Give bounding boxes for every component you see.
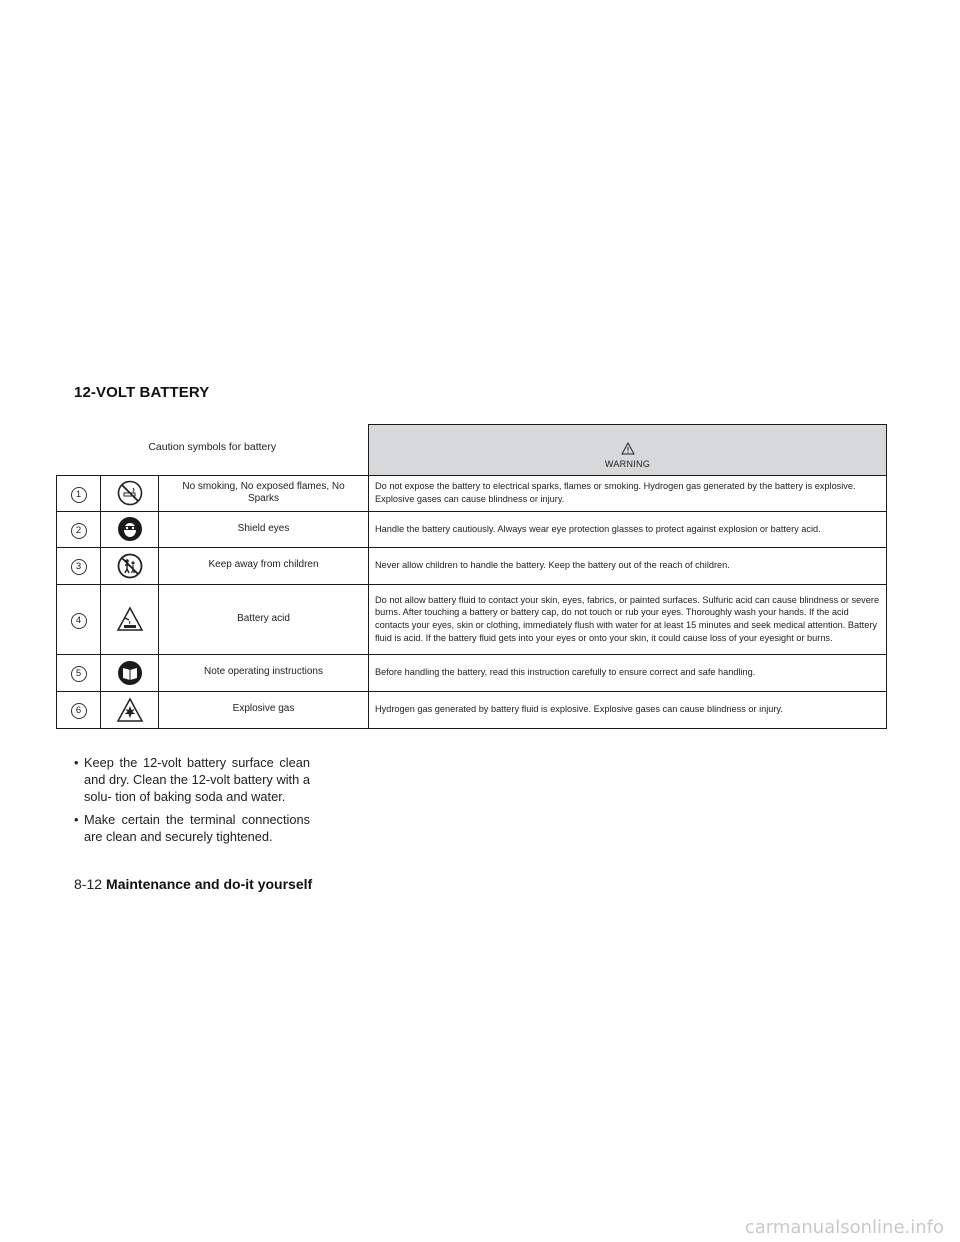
table-header-warning — [369, 425, 887, 476]
row-description: Before handling the battery, read this instruction carefully to ensure correct and safe handling. — [369, 654, 887, 691]
row-description: Do not expose the battery to electrical sparks, flames or smoking. Hydrogen gas generated by the battery is explosive. Explosive gases can cause blindness or injury. — [369, 475, 887, 511]
table-row — [57, 475, 887, 511]
battery-acid-icon — [116, 606, 144, 632]
warning-triangle-icon — [621, 442, 635, 455]
row-number: 4 — [71, 613, 87, 629]
row-description: Never allow children to handle the battery. Keep the battery out of the reach of children. — [369, 547, 887, 584]
list-item: • Keep the 12-volt battery surface clean and dry. Clean the 12-volt battery with a solu- tion of baking soda and water. — [74, 755, 310, 804]
row-description: Do not allow battery fluid to contact your skin, eyes, fabrics, or painted surfaces. Sulfuric acid can cause blindness or severe burns. After touching a battery or battery cap, do not touch or rub your eyes. Thoroughly wash your hands. If the acid contacts your eyes, skin or clothing, immediately flush with water for at least 15 minutes and seek medical attention. Battery fluid is acid. If the battery fluid gets into your eyes or onto your skin, it could cause loss of your eyesight or burns. — [369, 584, 887, 654]
keep-away-children-icon — [117, 553, 143, 579]
table-row — [57, 691, 887, 728]
bullet-text: Make certain the terminal connections are clean and securely tightened. — [84, 812, 310, 844]
page-footer — [74, 876, 312, 892]
row-label: Shield eyes — [159, 511, 369, 547]
table-row — [57, 511, 887, 547]
bullet-text: Keep the 12-volt battery surface clean and dry. Clean the 12-volt battery with a solu- tion of baking soda and water. — [84, 755, 310, 804]
row-number: 3 — [71, 559, 87, 575]
table-header-caution-symbols: Caution symbols for battery — [57, 425, 369, 476]
shield-eyes-icon — [117, 516, 143, 542]
table-header-row — [57, 425, 887, 476]
instructions-book-icon — [117, 660, 143, 686]
row-label: Keep away from children — [159, 547, 369, 584]
table-row — [57, 547, 887, 584]
warning-label: WARNING — [604, 458, 651, 469]
table-row — [57, 654, 887, 691]
row-label: No smoking, No exposed flames, No Sparks — [159, 475, 369, 511]
no-smoking-icon — [117, 480, 143, 506]
row-description: Hydrogen gas generated by battery fluid is explosive. Explosive gases can cause blindness or injury. — [369, 691, 887, 728]
row-label: Explosive gas — [159, 691, 369, 728]
table-row — [57, 584, 887, 654]
bullet-list — [74, 754, 310, 851]
caution-symbols-table — [56, 424, 887, 729]
page-number: 8-12 — [74, 876, 103, 892]
row-number: 2 — [71, 523, 87, 539]
row-number: 1 — [71, 487, 87, 503]
list-item: • Make certain the terminal connections are clean and securely tightened. — [74, 812, 310, 844]
row-label: Note operating instructions — [159, 654, 369, 691]
row-number: 6 — [71, 703, 87, 719]
explosive-gas-icon — [116, 697, 144, 723]
row-description: Handle the battery cautiously. Always wear eye protection glasses to protect against explosion or battery acid. — [369, 511, 887, 547]
watermark: carmanualsonline.info — [744, 1217, 944, 1238]
section-title: 12-VOLT BATTERY — [74, 384, 210, 401]
chapter-title: Maintenance and do-it yourself — [106, 876, 313, 892]
row-label: Battery acid — [159, 584, 369, 654]
row-number: 5 — [71, 666, 87, 682]
